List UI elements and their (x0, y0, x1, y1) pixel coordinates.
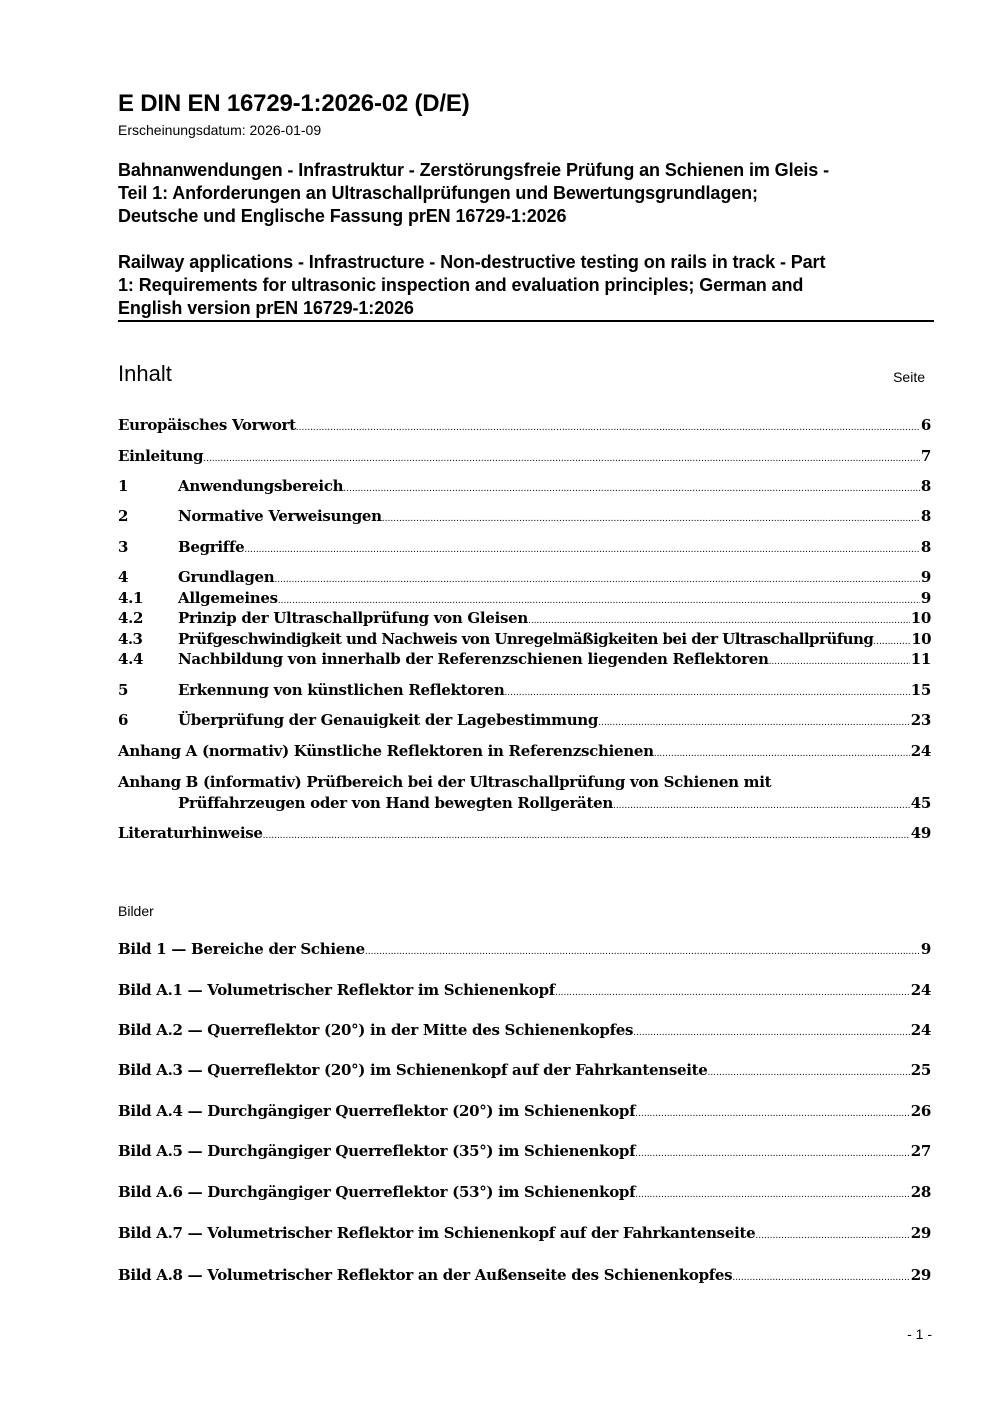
toc-leader-dots (244, 545, 919, 555)
toc-entry-page: 9 (920, 568, 931, 586)
toc-entry-number: 6 (118, 711, 129, 729)
title-english (118, 251, 928, 320)
toc-leader-dots (635, 1149, 909, 1159)
toc-entry[interactable] (118, 568, 931, 589)
toc-entry-page: 45 (910, 794, 931, 812)
toc-entry[interactable] (118, 711, 931, 732)
toc-entry[interactable] (118, 681, 931, 702)
figure-entry-title: Bild A.3 — Querreflektor (20°) im Schienenkopf auf der Fahrkantenseite (118, 1061, 708, 1079)
toc-entry[interactable] (118, 630, 931, 651)
toc-leader-dots (274, 575, 919, 585)
figure-entry[interactable] (118, 1021, 931, 1042)
figure-entry-title: Bild A.5 — Durchgängiger Querreflektor (35°) im Schienenkopf (118, 1142, 636, 1160)
toc-leader-dots (296, 423, 920, 433)
figure-entry[interactable] (118, 1224, 931, 1245)
figure-entry[interactable] (118, 940, 931, 961)
figure-entry-page: 27 (910, 1142, 931, 1160)
toc-leader-dots (598, 718, 910, 728)
toc-entry[interactable] (118, 416, 931, 437)
toc-leader-dots (278, 596, 920, 606)
toc-entry-number: 4.2 (118, 609, 144, 627)
toc-leader-dots (343, 484, 920, 494)
toc-leader-dots (633, 1028, 910, 1038)
toc-entry-page: 10 (911, 630, 931, 648)
toc-entry-title: Begriffe (178, 538, 245, 556)
toc-entry-title: Grundlagen (178, 568, 275, 586)
toc-entry-page: 8 (920, 477, 931, 495)
figure-entry-page: 28 (910, 1183, 931, 1201)
toc-leader-dots (528, 616, 910, 626)
toc-entry-number: 3 (118, 538, 129, 556)
toc-leader-dots (755, 1231, 909, 1241)
toc-entry-page: 24 (910, 742, 931, 760)
page-number: - 1 - (907, 1326, 932, 1342)
toc-entry-number: 4.1 (118, 589, 144, 607)
toc-entry-number: 5 (118, 681, 129, 699)
toc-entry-number: 4.3 (118, 630, 143, 648)
figure-entry[interactable] (118, 1102, 931, 1123)
toc-entry[interactable] (118, 650, 931, 671)
toc-leader-dots (263, 831, 910, 841)
toc-leader-dots (365, 947, 920, 957)
toc-entry[interactable] (118, 589, 931, 610)
toc-leader-dots (873, 637, 910, 647)
toc-entry-title: Überprüfung der Genauigkeit der Lagebestimmung (178, 711, 599, 729)
toc-entry-page: 6 (920, 416, 931, 434)
toc-entry-page: 11 (910, 650, 931, 668)
toc-entry[interactable] (118, 824, 931, 845)
figure-entry-title: Bild A.8 — Volumetrischer Reflektor an der Außenseite des Schienenkopfes (118, 1266, 733, 1284)
figure-entry[interactable] (118, 1266, 931, 1287)
toc-entry-title: Anwendungsbereich (178, 477, 344, 495)
title-german-line: Deutsche und Englische Fassung prEN 16729-1:2026 (118, 206, 567, 226)
toc-leader-dots (732, 1273, 909, 1283)
toc-entry[interactable] (118, 538, 931, 559)
figure-entry-title: Bild A.7 — Volumetrischer Reflektor im Schienenkopf auf der Fahrkantenseite (118, 1224, 756, 1242)
figure-entry-title: Bild A.4 — Durchgängiger Querreflektor (20°) im Schienenkopf (118, 1102, 636, 1120)
toc-entry-title: Anhang A (normativ) Künstliche Reflektoren in Referenzschienen (118, 742, 654, 760)
title-german (118, 159, 928, 228)
toc-leader-dots (635, 1190, 909, 1200)
figure-entry-page: 24 (910, 981, 931, 999)
figure-entry-title: Bild A.6 — Durchgängiger Querreflektor (53°) im Schienenkopf (118, 1183, 636, 1201)
toc-leader-dots (504, 688, 909, 698)
toc-entry-title: Einleitung (118, 447, 204, 465)
toc-entry-page: 49 (910, 824, 931, 842)
toc-entry-number: 1 (118, 477, 129, 495)
toc-leader-dots (382, 514, 920, 524)
toc-entry-number: 4 (118, 568, 129, 586)
title-german-line: Teil 1: Anforderungen an Ultraschallprüfungen und Bewertungsgrundlagen; (118, 183, 758, 203)
toc-entry-number: 4.4 (118, 650, 144, 668)
toc-entry[interactable] (118, 447, 931, 468)
toc-heading: Inhalt (118, 361, 172, 386)
toc-leader-dots (613, 801, 910, 811)
toc-leader-dots (654, 749, 910, 759)
figure-entry[interactable] (118, 981, 931, 1002)
document-id: E DIN EN 16729-1:2026-02 (D/E) (118, 90, 470, 117)
toc-entry-page: 9 (920, 589, 931, 607)
toc-leader-dots (708, 1068, 910, 1078)
title-english-line: Railway applications - Infrastructure - Non-destructive testing on rails in track - Part (118, 252, 826, 272)
title-english-line: 1: Requirements for ultrasonic inspection and evaluation principles; German and (118, 275, 804, 295)
toc-entry-title: Prinzip der Ultraschallprüfung von Gleisen (178, 609, 528, 627)
toc-entry-page: 10 (910, 609, 931, 627)
figure-entry-title: Bild 1 — Bereiche der Schiene (118, 940, 365, 958)
toc-entry-page: 8 (920, 538, 931, 556)
toc-leader-dots (555, 988, 910, 998)
toc-leader-dots (769, 657, 910, 667)
toc-entry-title: Nachbildung von innerhalb der Referenzschienen liegenden Reflektoren (178, 650, 769, 668)
toc-entry[interactable] (118, 507, 931, 528)
toc-entry[interactable] (118, 773, 931, 794)
toc-leader-dots (203, 454, 920, 464)
toc-entry-title: Prüffahrzeugen oder von Hand bewegten Rollgeräten (178, 794, 613, 812)
toc-entry-title: Normative Verweisungen (178, 507, 382, 525)
title-divider (118, 320, 934, 322)
figure-entry[interactable] (118, 1142, 931, 1163)
figure-entry-page: 29 (910, 1224, 931, 1242)
publication-date: Erscheinungsdatum: 2026-01-09 (118, 122, 322, 138)
figure-entry[interactable] (118, 1183, 931, 1204)
figure-entry-page: 25 (910, 1061, 931, 1079)
figures-heading: Bilder (118, 903, 154, 919)
figure-entry-title: Bild A.2 — Querreflektor (20°) in der Mitte des Schienenkopfes (118, 1021, 634, 1039)
toc-entry-page: 15 (910, 681, 931, 699)
toc-leader-dots (635, 1109, 909, 1119)
toc-entry-title: Europäisches Vorwort (118, 416, 296, 434)
figure-entry-page: 9 (920, 940, 931, 958)
toc-entry-page: 8 (920, 507, 931, 525)
figure-entry-page: 29 (910, 1266, 931, 1284)
toc-entry-title: Prüfgeschwindigkeit und Nachweis von Unregelmäßigkeiten bei der Ultraschallprüfung (178, 630, 874, 648)
title-german-line: Bahnanwendungen - Infrastruktur - Zerstörungsfreie Prüfung an Schienen im Gleis - (118, 160, 829, 180)
toc-entry-title: Allgemeines (178, 589, 278, 607)
toc-entry[interactable] (118, 742, 931, 763)
page-column-label: Seite (893, 369, 925, 385)
figure-entry-title: Bild A.1 — Volumetrischer Reflektor im Schienenkopf (118, 981, 555, 999)
toc-entry-title: Anhang B (informativ) Prüfbereich bei der Ultraschallprüfung von Schienen mit (118, 773, 772, 791)
figure-entry-page: 26 (910, 1102, 931, 1120)
toc-entry-page: 7 (920, 447, 931, 465)
figure-entry[interactable] (118, 1061, 931, 1082)
toc-entry[interactable] (118, 609, 931, 630)
toc-entry[interactable] (118, 794, 931, 815)
toc-entry-title: Literaturhinweise (118, 824, 263, 842)
toc-entry-title: Erkennung von künstlichen Reflektoren (178, 681, 505, 699)
figure-entry-page: 24 (910, 1021, 931, 1039)
title-english-line: English version prEN 16729-1:2026 (118, 298, 414, 318)
toc-entry-page: 23 (910, 711, 931, 729)
toc-entry[interactable] (118, 477, 931, 498)
toc-entry-number: 2 (118, 507, 129, 525)
